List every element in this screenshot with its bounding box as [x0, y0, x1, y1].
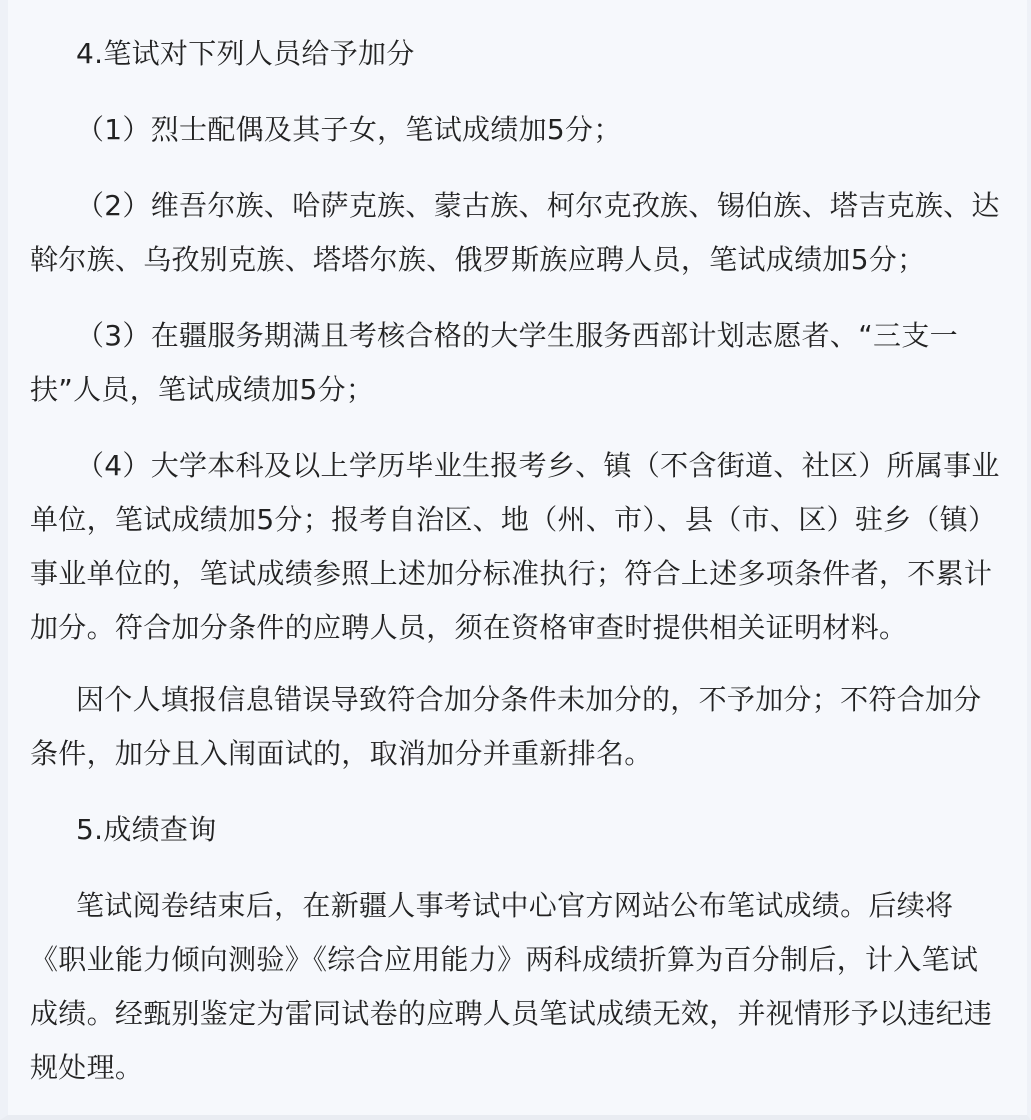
bonus-note: 因个人填报信息错误导致符合加分条件未加分的，不予加分；不符合加分条件，加分且入闱面试的，取消加分并重新排名。: [30, 683, 982, 770]
bonus-item-2: （2）维吾尔族、哈萨克族、蒙古族、柯尔克孜族、锡伯族、塔吉克族、达斡尔族、乌孜别克族、塔塔尔族、俄罗斯族应聘人员，笔试成绩加5分；: [30, 189, 1000, 276]
section-5-body: 笔试阅卷结束后，在新疆人事考试中心官方网站公布笔试成绩。后续将《职业能力倾向测验》《综合应用能力》两科成绩折算为百分制后，计入笔试成绩。经甄别鉴定为雷同试卷的应聘人员笔试成绩无效，并视情形予以违纪违规处理。: [30, 889, 993, 1084]
bonus-item-3: （3）在疆服务期满且考核合格的大学生服务西部计划志愿者、“三支一扶”人员，笔试成绩加5分；: [30, 319, 958, 406]
bonus-item-1: （1）烈士配偶及其子女，笔试成绩加5分；: [76, 113, 622, 146]
section-4-title: 4.笔试对下列人员给予加分: [76, 37, 415, 70]
bonus-item-4: （4）大学本科及以上学历毕业生报考乡、镇（不含街道、社区）所属事业单位，笔试成绩加5分；报考自治区、地（州、市）、县（市、区）驻乡（镇）事业单位的，笔试成绩参照上述加分标准执行；符合上述多项条件者，不累计加分。符合加分条件的应聘人员，须在资格审查时提供相关证明材料。: [30, 449, 1000, 644]
section-5-title: 5.成绩查询: [76, 813, 217, 846]
